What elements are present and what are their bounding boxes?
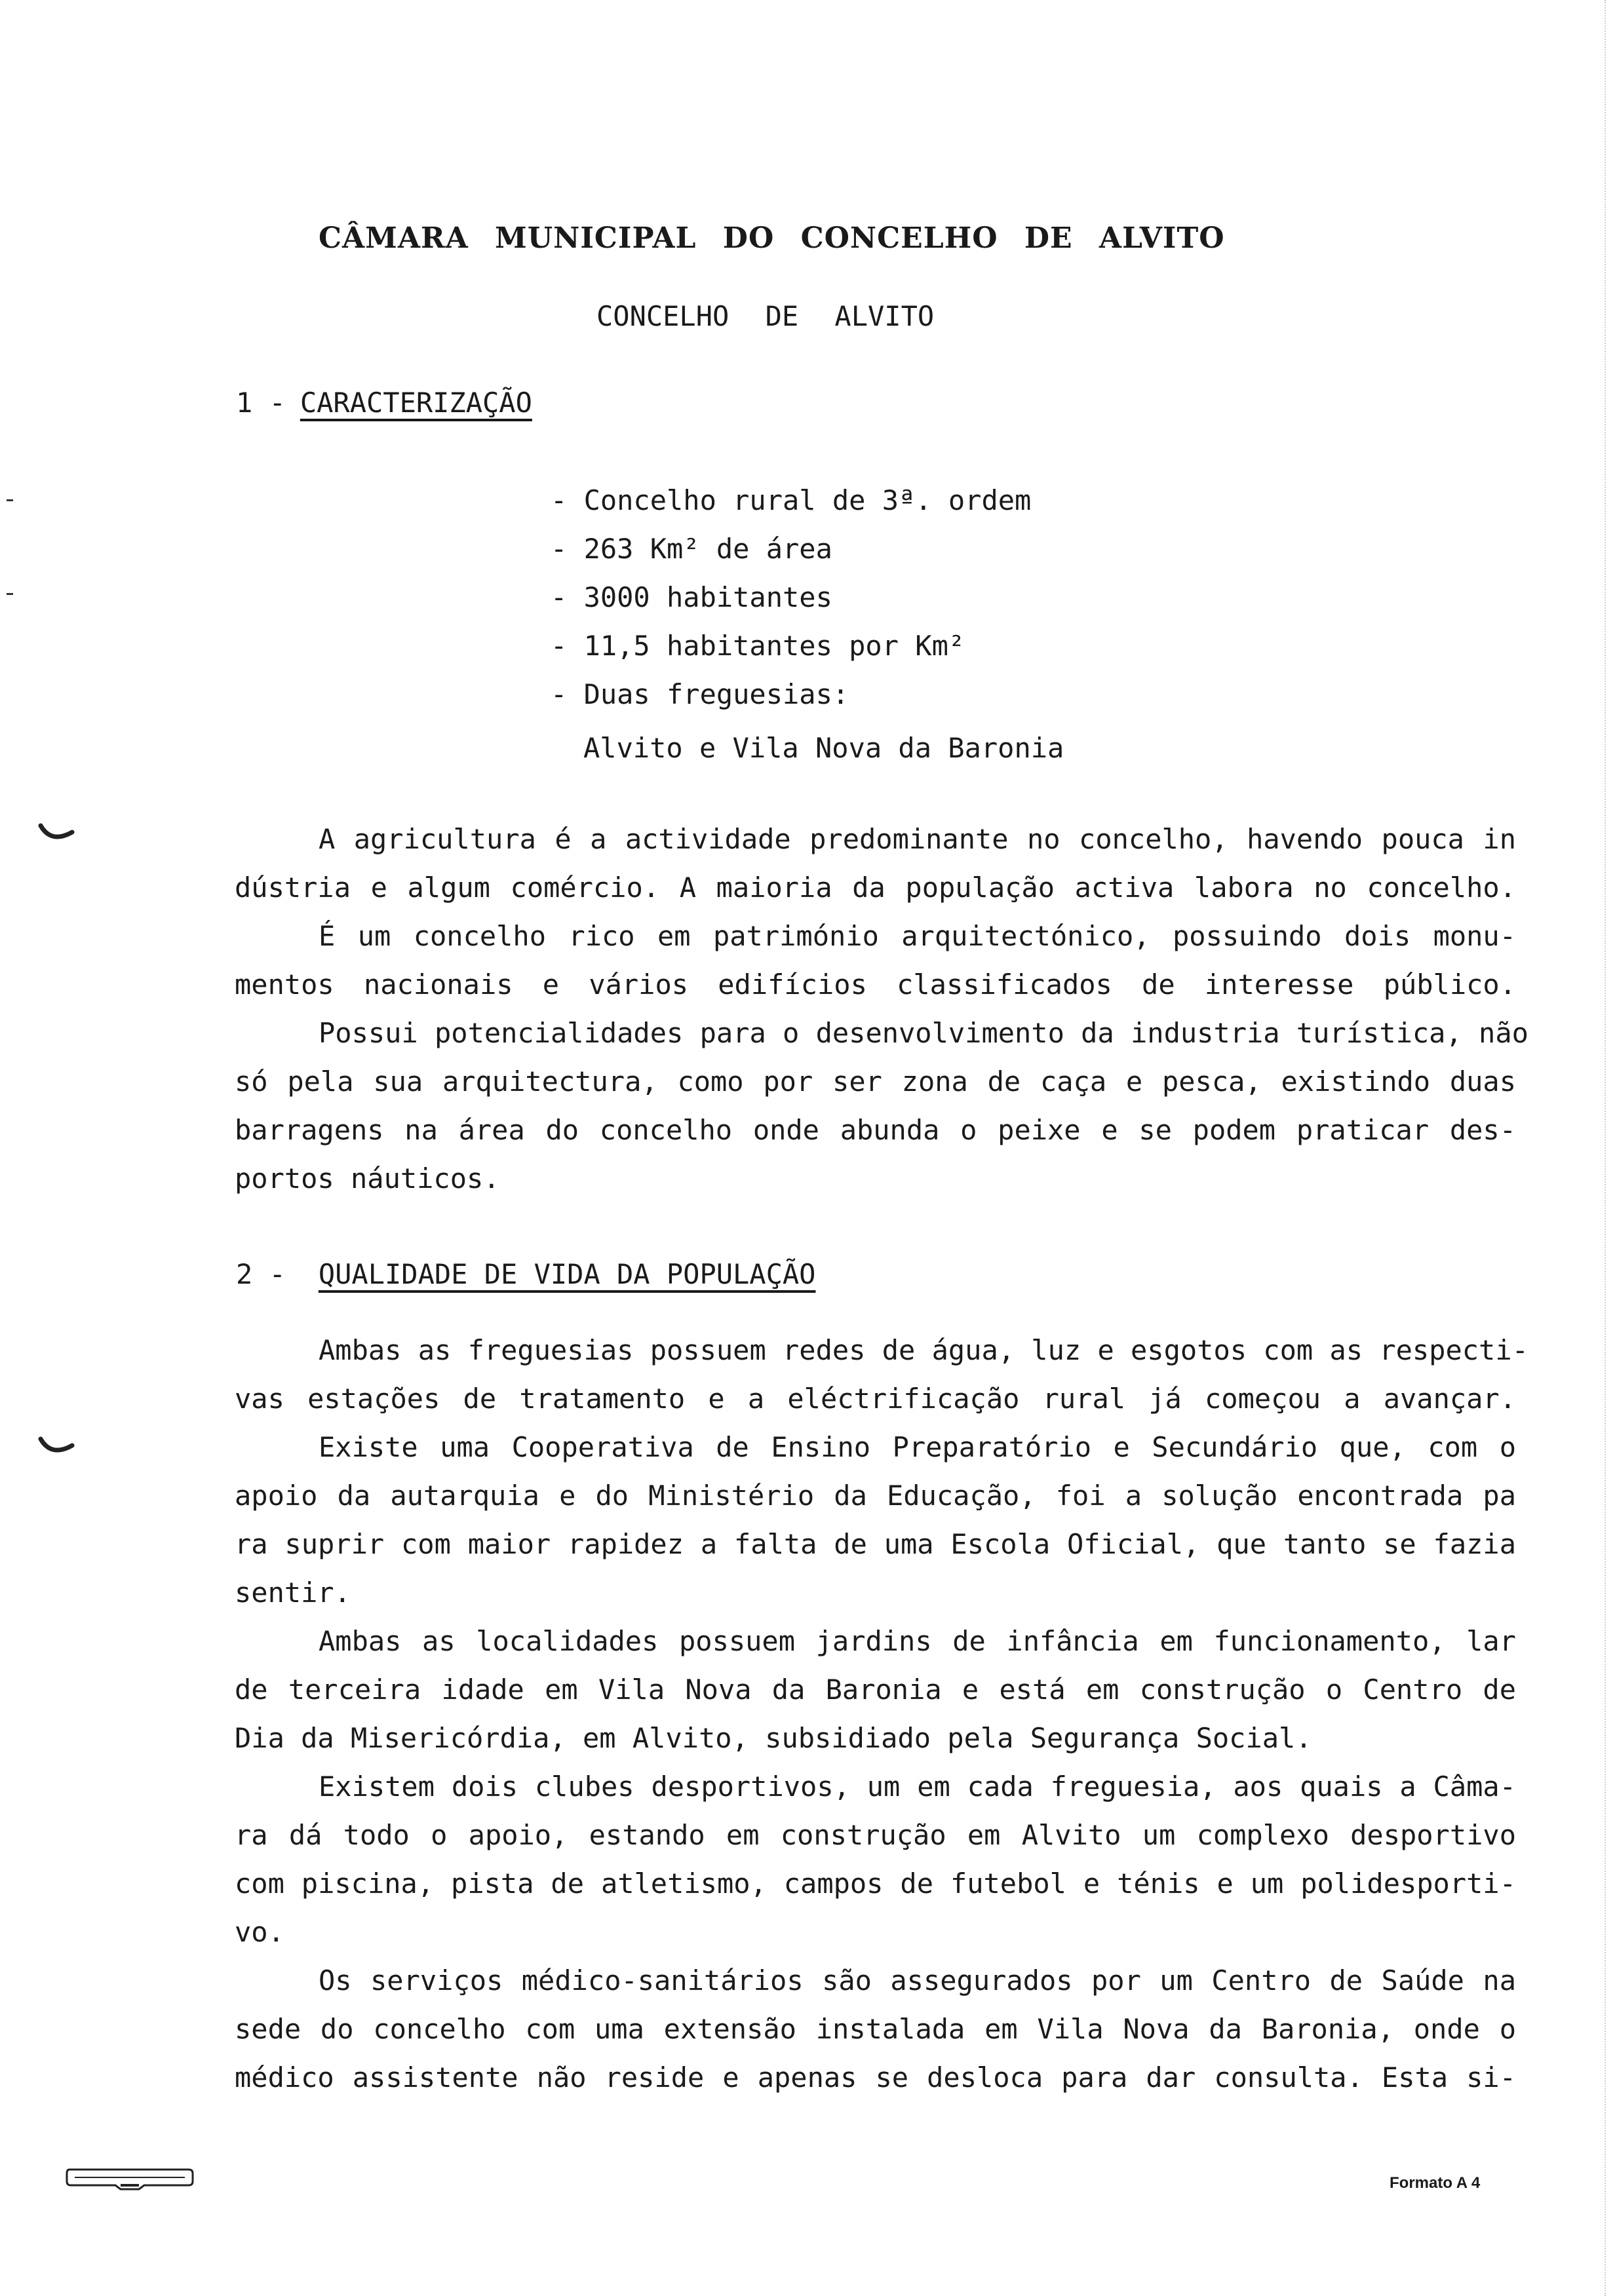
paragraph-line: vo.	[235, 1916, 284, 1948]
paragraph-line: É um concelho rico em património arquitectónico, possuindo dois monu-	[319, 920, 1516, 952]
section-title: QUALIDADE DE VIDA DA POPULAÇÃO	[318, 1258, 816, 1290]
paragraph-line: dústria e algum comércio. A maioria da população activa labora no concelho.	[235, 871, 1516, 904]
paragraph-line: Dia da Misericórdia, em Alvito, subsidiado pela Segurança Social.	[235, 1722, 1312, 1754]
document-header: CÂMARA MUNICIPAL DO CONCELHO DE ALVITO	[319, 221, 1225, 255]
paragraph-line: de terceira idade em Vila Nova da Baronia e está em construção o Centro de	[235, 1674, 1516, 1706]
section-title: CARACTERIZAÇÃO	[300, 387, 532, 419]
paragraph-line: apoio da autarquia e do Ministério da Educação, foi a solução encontrada pa	[235, 1480, 1516, 1512]
characterization-list	[551, 476, 1064, 773]
list-item: - Duas freguesias:	[551, 678, 849, 710]
scan-mark	[7, 499, 13, 501]
paragraph-line: mentos nacionais e vários edifícios classificados de interesse público.	[235, 968, 1516, 1001]
paragraph-line: vas estações de tratamento e a eléctrificação rural já começou a avançar.	[235, 1383, 1516, 1415]
paragraph-line: com piscina, pista de atletismo, campos de futebol e ténis e um polidesporti-	[235, 1867, 1516, 1900]
list-item: - Concelho rural de 3ª. ordem	[551, 484, 1032, 516]
paragraph-line: portos náuticos.	[235, 1162, 500, 1195]
list-item: - 263 Km² de área	[551, 533, 832, 565]
section-number: 2 -	[236, 1258, 286, 1290]
paragraph-line: ra dá todo o apoio, estando em construção em Alvito um complexo desportivo	[235, 1819, 1516, 1851]
document-subheader: CONCELHO DE ALVITO	[596, 300, 935, 332]
printer-stamp-logo	[66, 2163, 194, 2191]
paragraph-line: médico assistente não reside e apenas se desloca para dar consulta. Esta si-	[235, 2061, 1516, 2094]
section-2-heading	[236, 1258, 815, 1290]
paragraph-line: barragens na área do concelho onde abunda o peixe e se podem praticar des-	[235, 1114, 1516, 1146]
paragraph-line: sentir.	[235, 1577, 351, 1609]
punch-hole-mark	[38, 823, 79, 845]
section-1-heading	[236, 387, 532, 419]
list-item-continuation: Alvito e Vila Nova da Baronia	[583, 732, 1064, 764]
scan-mark	[7, 593, 13, 595]
paragraph-line: Existem dois clubes desportivos, um em cada freguesia, aos quais a Câma-	[319, 1770, 1516, 1803]
format-label: Formato A 4	[1390, 2174, 1481, 2192]
paragraph-line: ra suprir com maior rapidez a falta de uma Escola Oficial, que tanto se fazia	[235, 1528, 1516, 1560]
paragraph-line: só pela sua arquitectura, como por ser zona de caça e pesca, existindo duas	[235, 1065, 1516, 1098]
paragraph-line: Possui potencialidades para o desenvolvimento da industria turística, não	[319, 1017, 1528, 1049]
list-item: - 3000 habitantes	[551, 581, 832, 613]
list-item: - 11,5 habitantes por Km²	[551, 630, 965, 662]
paragraph-line: A agricultura é a actividade predominante no concelho, havendo pouca in	[319, 823, 1516, 855]
paragraph-line: Existe uma Cooperativa de Ensino Preparatório e Secundário que, com o	[319, 1431, 1516, 1463]
paragraph-line: Ambas as freguesias possuem redes de água, luz e esgotos com as respecti-	[319, 1334, 1528, 1366]
paragraph-line: Ambas as localidades possuem jardins de infância em funcionamento, lar	[319, 1625, 1516, 1657]
page-edge-marks	[1605, 0, 1607, 2296]
paragraph-line: Os serviços médico-sanitários são assegurados por um Centro de Saúde na	[319, 1964, 1516, 1997]
paragraph-line: sede do concelho com uma extensão instalada em Vila Nova da Baronia, onde o	[235, 2013, 1516, 2045]
punch-hole-mark	[38, 1436, 79, 1459]
section-number: 1 -	[236, 387, 286, 419]
